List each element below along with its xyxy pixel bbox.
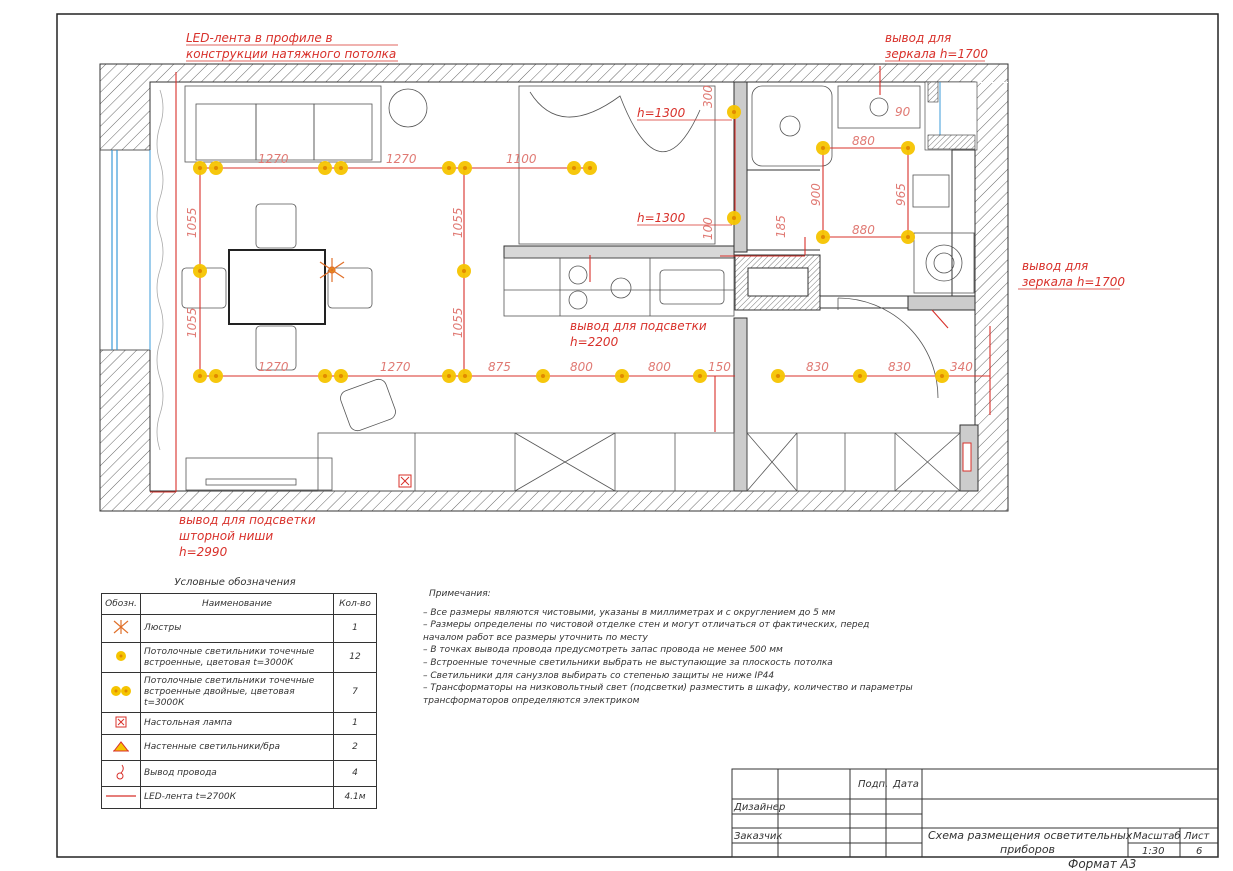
scale-label: Масштаб [1133, 831, 1181, 842]
spotlight-icon [816, 141, 830, 155]
led-profile-note: конструкции натяжного потолка [186, 47, 397, 61]
legend-header: Обозн. [102, 594, 141, 615]
mirror-outlet-note: вывод для [1022, 259, 1089, 273]
legend-header-row [102, 594, 377, 615]
title-block-text [733, 779, 1211, 857]
dimension-label: 1100 [506, 152, 537, 166]
scale-value: 1:30 [1142, 846, 1165, 857]
dimension-label: 100 [701, 217, 715, 240]
legend-qty: 4 [334, 761, 377, 787]
double-spotlight-icon [334, 369, 348, 383]
window-left [100, 150, 150, 350]
double-spotlight-icon [567, 161, 581, 175]
backlight-outlet-note: вывод для подсветки [570, 319, 707, 333]
spotlight-icon [536, 369, 550, 383]
legend-header: Кол-во [334, 594, 377, 615]
sheet-label: Лист [1184, 831, 1210, 842]
double-spotlight-icon [458, 161, 472, 175]
backlight-outlet-note: h=2200 [570, 335, 619, 349]
spotlight-icon [901, 141, 915, 155]
curtain-outlet-note: шторной ниши [179, 529, 274, 543]
spotlight-icon [111, 648, 131, 664]
wall-sconce-icon [727, 211, 741, 225]
dimension-label: 185 [774, 215, 788, 238]
spotlight-icon [901, 230, 915, 244]
legend-row [102, 615, 377, 643]
wall-sconce-icon [111, 738, 131, 754]
wire-outlet-icon [111, 763, 131, 781]
curtain-outlet-note: h=2990 [179, 545, 228, 559]
spotlight-icon [457, 264, 471, 278]
legend-row [102, 713, 377, 735]
spotlight-icon [935, 369, 949, 383]
spotlight-icon [816, 230, 830, 244]
double-spotlight-icon [442, 161, 456, 175]
dimension-label: 1270 [386, 152, 417, 166]
dimension-label: 830 [888, 360, 911, 374]
legend-table [101, 593, 377, 809]
drawing-title: Схема размещения осветительных [928, 829, 1133, 842]
window-right [975, 82, 1008, 83]
led-strip-icon [104, 791, 138, 801]
legend-row [102, 787, 377, 809]
note-line: – В точках вывода провода предусмотреть запас провода не менее 500 мм [423, 645, 783, 656]
notes-title: Примечания: [429, 589, 491, 599]
note-line: трансформаторов определяются электриком [423, 695, 640, 706]
curtain [157, 90, 163, 450]
mirror-outlet-note: вывод для [885, 31, 952, 45]
double-spotlight-icon [318, 369, 332, 383]
note-line: – Трансформаторы на низковольтный свет (подсветки) разместить в шкафу, количество и параметры [423, 683, 913, 694]
sign-label: Подп. [858, 779, 889, 790]
dimension-label: 830 [806, 360, 829, 374]
note-line: – Все размеры являются чистовыми, указаны в миллиметрах и с округлением до 5 мм [423, 607, 836, 618]
double-spotlight-icon [209, 369, 223, 383]
legend-row [102, 643, 377, 673]
dimension-label: 340 [950, 360, 973, 374]
spotlight-icon [615, 369, 629, 383]
chandelier-icon [111, 619, 131, 635]
legend-row [102, 735, 377, 761]
dimension-label: 1270 [380, 360, 411, 374]
legend-name: Потолочные светильники точечные встроенные двойные, цветовая t=3000К [141, 673, 334, 713]
legend-name: Потолочные светильники точечные встроенные, цветовая t=3000К [141, 643, 334, 673]
dimension-label: 90 [895, 105, 911, 119]
spotlight-icon [853, 369, 867, 383]
legend-qty: 4.1м [334, 787, 377, 809]
sheet-number: 6 [1196, 846, 1203, 857]
desk-lamp-icon [399, 475, 411, 487]
dimension-label: 965 [894, 183, 908, 206]
mirror-outlet-note: зеркала h=1700 [1022, 275, 1126, 289]
dimension-label: 875 [488, 360, 511, 374]
legend-qty: 1 [334, 713, 377, 735]
mirror-outlet-note: зеркала h=1700 [885, 47, 989, 61]
note-line: – Светильники для санузлов выбирать со степенью защиты не ниже IP44 [423, 670, 775, 681]
legend-name: Настольная лампа [141, 713, 334, 735]
double-spotlight-icon [458, 369, 472, 383]
client-label: Заказчик [734, 831, 783, 842]
double-spotlight-icon [209, 161, 223, 175]
spotlight-icon [771, 369, 785, 383]
designer-label: Дизайнер [734, 802, 786, 813]
dimension-label: 1055 [451, 307, 465, 338]
legend-name: Вывод провода [141, 761, 334, 787]
dimension-label: 800 [570, 360, 593, 374]
dimension-label: 1270 [258, 152, 289, 166]
legend-qty: 1 [334, 615, 377, 643]
dimension-label: 880 [852, 223, 875, 237]
title-block-grid [732, 769, 1218, 857]
double-spotlight-icon [583, 161, 597, 175]
legend-name: LED-лента t=2700К [141, 787, 334, 809]
dimension-label: 800 [648, 360, 671, 374]
dimension-label: 1055 [185, 207, 199, 238]
sheet-format: Формат А3 [1068, 857, 1137, 871]
double-spotlight-icon [334, 161, 348, 175]
dimension-label: 880 [852, 134, 875, 148]
wall-sconce-icon [727, 105, 741, 119]
double-spotlight-icon [442, 369, 456, 383]
double-spotlight-icon [318, 161, 332, 175]
note-line: – Встроенные точечные светильники выбрать не выступающие за плоскость потолка [423, 657, 833, 668]
legend-row [102, 761, 377, 787]
outer-walls [100, 64, 1008, 511]
double-spotlight-icon [193, 161, 207, 175]
legend-row [102, 673, 377, 713]
double-spotlight-icon [109, 683, 133, 699]
legend-name: Люстры [141, 615, 334, 643]
led-profile-note: LED-лента в профиле в [186, 31, 333, 45]
curtain-outlet-note: вывод для подсветки [179, 513, 316, 527]
drawing-title: приборов [1000, 843, 1056, 856]
dimension-label: 900 [809, 183, 823, 206]
double-spotlight-icon [193, 369, 207, 383]
dimension-label: 1055 [451, 207, 465, 238]
legend-name: Настенные светильники/бра [141, 735, 334, 761]
desk-lamp-icon [111, 714, 131, 730]
chandelier-icon [320, 258, 344, 282]
note-line: началом работ все размеры уточнить по месту [423, 632, 648, 643]
legend-title: Условные обозначения [174, 577, 296, 588]
dimension-label: 1270 [258, 360, 289, 374]
notes-lines [423, 607, 983, 708]
dimension-label: 150 [708, 360, 731, 374]
legend-qty: 2 [334, 735, 377, 761]
sconce-height-note: h=1300 [637, 211, 686, 225]
spotlight-icon [193, 264, 207, 278]
legend-qty: 12 [334, 643, 377, 673]
sconce-height-note: h=1300 [637, 106, 686, 120]
dimension-label: 1055 [185, 307, 199, 338]
dimension-label: 300 [701, 85, 715, 108]
legend-qty: 7 [334, 673, 377, 713]
legend-header: Наименование [141, 594, 334, 615]
notes [423, 588, 983, 707]
date-label: Дата [893, 779, 919, 790]
note-line: – Размеры определены по чистовой отделке стен и могут отличаться от фактических, перед [423, 620, 870, 631]
